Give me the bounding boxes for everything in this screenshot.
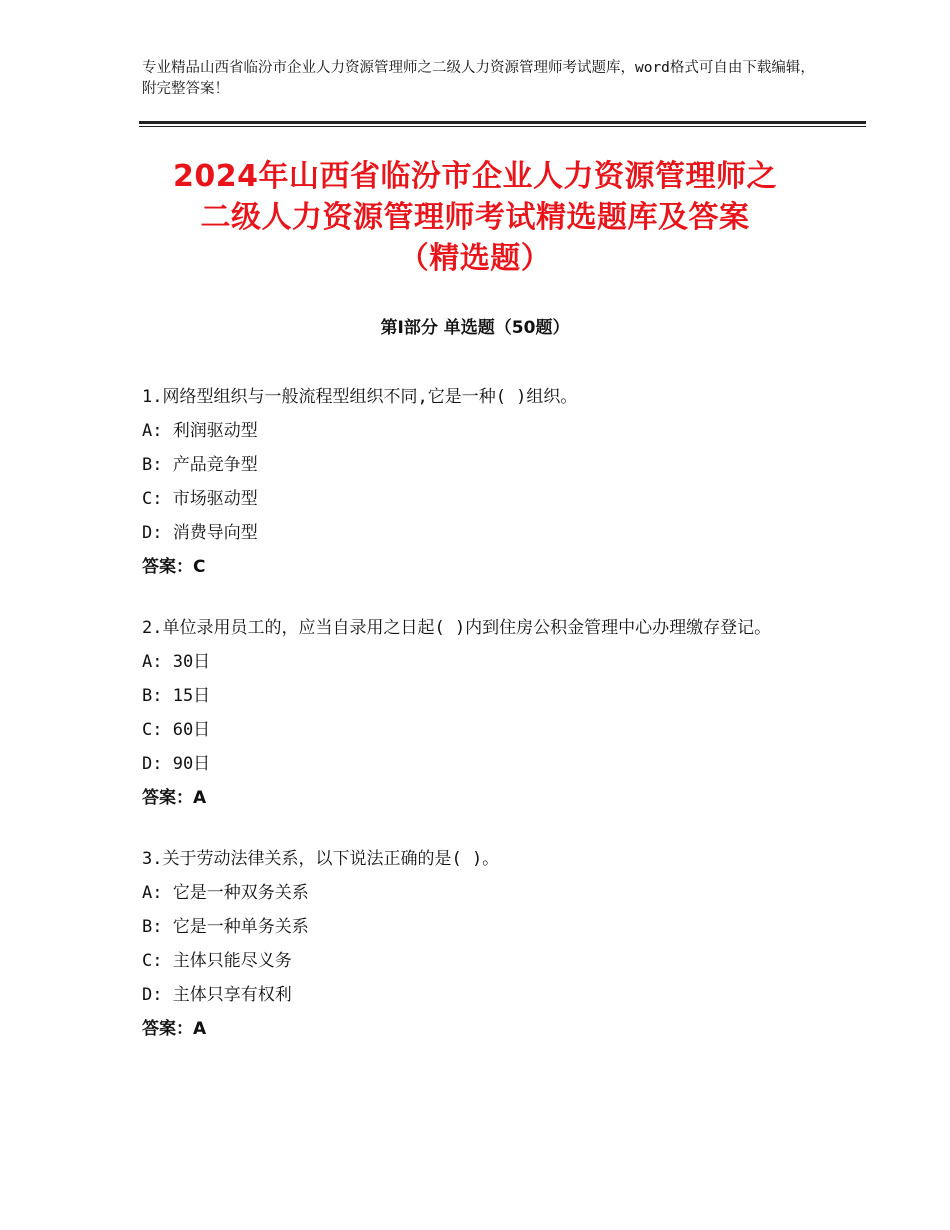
header-divider-thin: [139, 126, 866, 127]
answer: 答案：A: [142, 788, 207, 808]
option-c: C: 60日: [142, 720, 211, 740]
option-a: A: 30日: [142, 652, 211, 672]
option-a: A: 它是一种双务关系: [142, 883, 309, 903]
title-line-2: 二级人力资源管理师考试精选题库及答案: [200, 200, 750, 235]
question-stem: 2.单位录用员工的，应当自录用之日起( )内到住房公积金管理中心办理缴存登记。: [142, 618, 772, 638]
option-d: D: 主体只享有权利: [142, 985, 292, 1005]
question-stem: 1.网络型组织与一般流程型组织不同,它是一种( )组织。: [142, 387, 578, 407]
title-line-3: （精选题）: [398, 241, 552, 276]
document-title: [100, 156, 850, 279]
option-b: B: 它是一种单务关系: [142, 917, 309, 937]
title-line-1: 2024年山西省临汾市企业人力资源管理师之: [173, 159, 777, 194]
option-b: B: 15日: [142, 686, 211, 706]
question-list: [142, 380, 822, 1073]
header-note: 专业精品山西省临汾市企业人力资源管理师之二级人力资源管理师考试题库，word格式可自由下载编辑，附完整答案！: [142, 60, 815, 97]
question-1: [142, 380, 822, 584]
option-d: D: 90日: [142, 754, 211, 774]
answer: 答案：C: [142, 557, 206, 577]
option-c: C: 主体只能尽义务: [142, 951, 292, 971]
question-3: [142, 842, 822, 1046]
answer: 答案：A: [142, 1019, 207, 1039]
option-a: A: 利润驱动型: [142, 421, 258, 441]
option-c: C: 市场驱动型: [142, 489, 258, 509]
section-title: 第Ⅰ部分 单选题（50题）: [380, 318, 570, 338]
question-stem: 3.关于劳动法律关系，以下说法正确的是( )。: [142, 849, 500, 869]
option-d: D: 消费导向型: [142, 523, 258, 543]
question-2: [142, 611, 822, 815]
header-divider-thick: [139, 121, 866, 124]
option-b: B: 产品竞争型: [142, 455, 258, 475]
